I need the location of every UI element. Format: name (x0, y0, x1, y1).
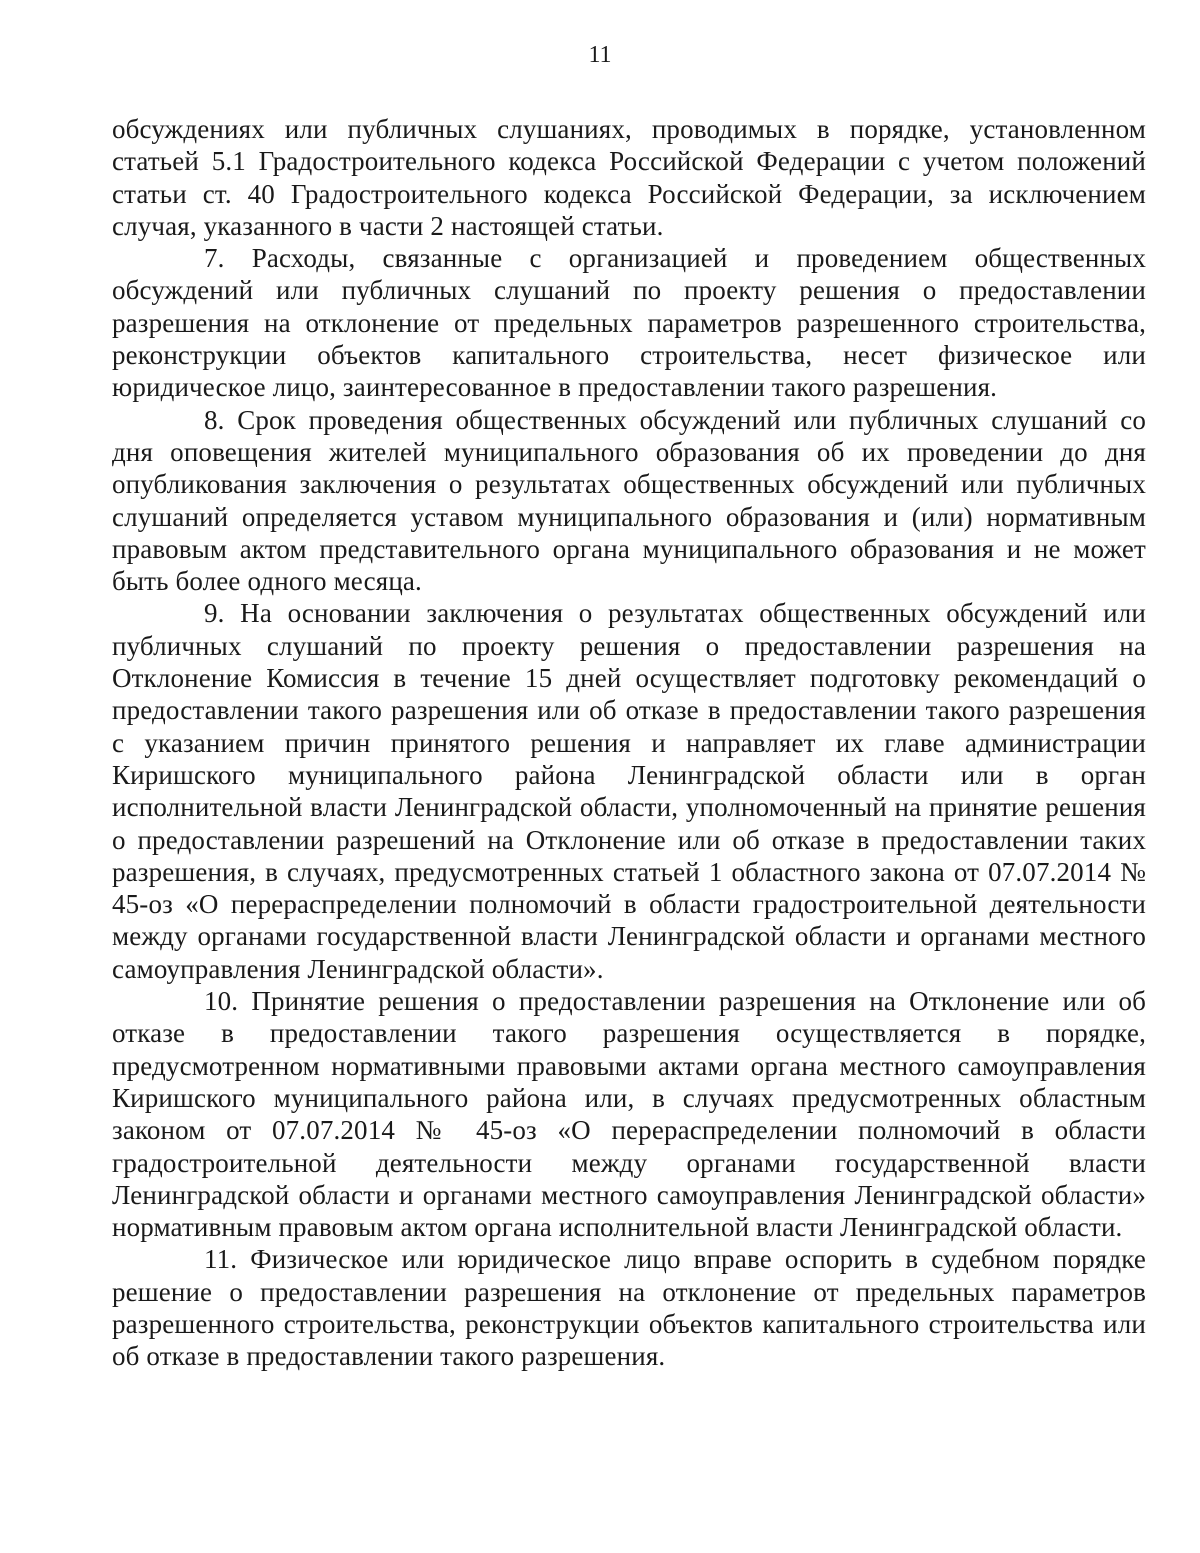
paragraph-11: 11. Физическое или юридическое лицо вправе оспорить в судебном порядке решение о предоставлении разрешения на отклонение от предельных параметров разрешенного строительства, реконструкции объектов капитального строительства или об отказе в предоставлении такого разрешения. (112, 1244, 1146, 1372)
document-body (112, 113, 1146, 1373)
paragraph-continuation: обсуждениях или публичных слушаниях, проводимых в порядке, установленном статьей 5.1 Градостроительного кодекса Российской Федерации с учетом положений статьи ст. 40 Градостроительного кодекса Российской Федерации, за исключением случая, указанного в части 2 настоящей статьи. (112, 114, 1146, 241)
paragraph-9: 9. На основании заключения о результатах общественных обсуждений или публичных слушаний по проекту решения о предоставлении разрешения на Отклонение Комиссия в течение 15 дней осуществляет подготовку рекомендаций о предоставлении такого разрешения или об отказе в предоставлении такого разрешения с указанием причин принятого решения и направляет их главе администрации Киришского муниципального района Ленинградской области или в орган исполнительной власти Ленинградской области, уполномоченный на принятие решения о предоставлении разрешений на Отклонение или об отказе в предоставлении таких разрешения, в случаях, предусмотренных статьей 1 областного закона от 07.07.2014 № 45-оз «О перераспределении полномочий в области градостроительной деятельности между органами государственной власти Ленинградской области и органами местного самоуправления Ленинградской области». (112, 598, 1146, 984)
paragraph-10: 10. Принятие решения о предоставлении разрешения на Отклонение или об отказе в предоставлении такого разрешения осуществляется в порядке, предусмотренном нормативными правовыми актами органа местного самоуправления Киришского муниципального района или, в случаях предусмотренных областным законом от 07.07.2014 № 45-оз «О перераспределении полномочий в области градостроительной деятельности между органами государственной власти Ленинградской области и органами местного самоуправления Ленинградской области» нормативным правовым актом органа исполнительной власти Ленинградской области. (112, 986, 1146, 1243)
page-number: 11 (588, 42, 612, 68)
paragraph-7: 7. Расходы, связанные с организацией и проведением общественных обсуждений или публичных слушаний по проекту решения о предоставлении разрешения на отклонение от предельных параметров разрешенного строительства, реконструкции объектов капитального строительства, несет физическое или юридическое лицо, заинтересованное в предоставлении такого разрешения. (112, 243, 1146, 403)
paragraph-8: 8. Срок проведения общественных обсуждений или публичных слушаний со дня оповещения жителей муниципального образования об их проведении до дня опубликования заключения о результатах общественных обсуждений или публичных слушаний определяется уставом муниципального образования и (или) нормативным правовым актом представительного органа муниципального образования и не может быть более одного месяца. (112, 404, 1146, 597)
